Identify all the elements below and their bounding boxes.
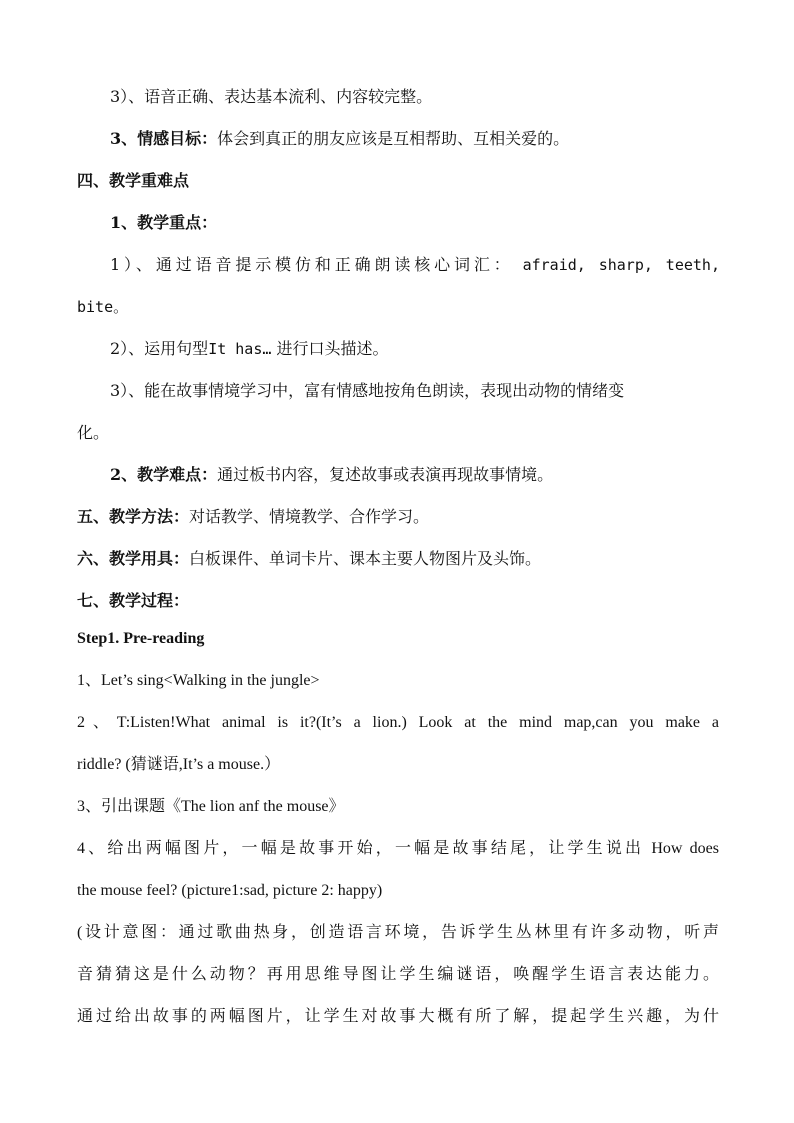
text-line-teaching-methods [77,507,719,527]
text: 2、T:Listen!What animal is it?(It’s a lion.) Look at the mind map,can you make a [77,714,719,731]
text-line-core-vocab-cont [77,297,719,317]
vocab-words: afraid, sharp, teeth, [522,256,720,274]
text: 1）、通过语音提示模仿和正确朗读核心词汇： [110,255,514,274]
text: 4、给出两幅图片，一幅是故事开始，一幅是故事结尾，让学生说出 How does [77,840,719,857]
text: (设计意图：通过歌曲热身，创造语言环境，告诉学生丛林里有许多动物，听声 [77,924,719,941]
step-heading-pre-reading [77,629,719,649]
text-line-role-reading [110,381,720,401]
heading: Step1. Pre-reading [77,630,205,647]
text-line-two-pictures [77,839,719,859]
text-line-design-intent-2 [77,965,719,985]
text-line-riddle [77,755,719,775]
label: 五、教学方法： [77,507,190,526]
text: 3）、语音正确、表达基本流利、内容较完整。 [110,87,433,106]
text-line-topic [77,797,719,817]
text: 1、Let’s sing<Walking in the jungle> [77,672,320,689]
label: 2、教学难点： [110,465,218,484]
text-line-design-intent-3 [77,1007,719,1027]
text-line-core-vocab [110,255,720,275]
heading: 七、教学过程： [77,591,190,610]
text: 体会到真正的朋友应该是互相帮助、互相关爱的。 [217,129,570,148]
text: 通过给出故事的两幅图片，让学生对故事大概有所了解，提起学生兴趣，为什 [77,1008,719,1025]
sentence-pattern: It has… [208,340,272,358]
text: 白板课件、单词卡片、课本主要人物图片及头饰。 [189,549,542,568]
heading: 四、教学重难点 [77,171,190,190]
text: 3、引出课题《The lion anf the mouse》 [77,798,345,815]
text: 通过板书内容，复述故事或表演再现故事情境。 [217,465,554,484]
text: 2）、运用句型 [110,339,209,358]
text: riddle? (猜谜语,It’s a mouse.） [77,756,281,773]
text: the mouse feel? (picture1:sad, picture 2: happy) [77,882,383,899]
text: 对话教学、情境教学、合作学习。 [189,507,430,526]
label: 六、教学用具： [77,549,190,568]
text-line-sing [77,671,719,691]
subheading-key-points [110,213,720,233]
section-heading-teaching-process [77,591,719,611]
text-line-design-intent-1 [77,923,719,943]
text: bite。 [77,298,129,316]
text: 3）、能在故事情境学习中，富有情感地按角色朗读，表现出动物的情绪变 [110,381,625,400]
text-line-sentence-pattern [110,339,720,359]
text-line-mouse-feel [77,881,719,901]
text-line-emotional-goal [110,129,720,149]
text-line-listen [77,713,719,733]
section-heading-key-difficult-points [77,171,719,191]
text: 化。 [77,423,110,442]
subheading: 1、教学重点： [110,213,218,232]
text-line-role-reading-cont [77,423,719,443]
label: 3、情感目标： [110,129,218,148]
text: 音猜猜这是什么动物？再用思维导图让学生编谜语，唤醒学生语言表达能力。 [77,966,719,983]
text-line-difficult-points [110,465,720,485]
text-line-teaching-aids [77,549,719,569]
text: 进行口头描述。 [276,339,389,358]
text-line-speech-accuracy [110,87,720,107]
